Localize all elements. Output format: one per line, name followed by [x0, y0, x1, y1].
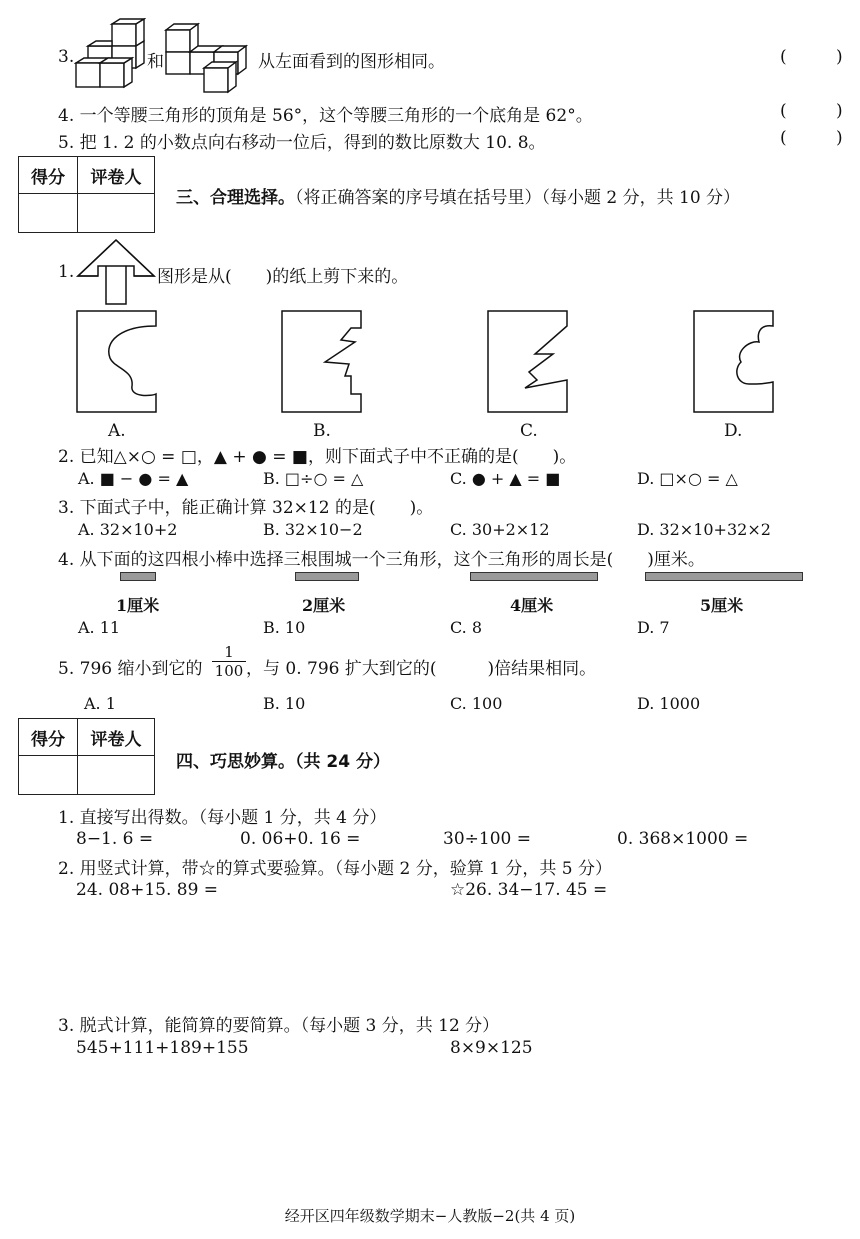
score-cell[interactable]: [19, 756, 78, 795]
s3-q3-option-b[interactable]: B. 32×10−2: [263, 520, 363, 539]
s3-q5-option-b[interactable]: B. 10: [263, 694, 306, 713]
s3-q2-option-a[interactable]: A. ■ − ● = ▲: [78, 469, 189, 488]
s3-q5-option-a[interactable]: A. 1: [84, 694, 116, 713]
judge-q3-answer[interactable]: [780, 47, 850, 67]
grader-cell[interactable]: [78, 756, 155, 795]
stick-label-5cm: 5厘米: [700, 596, 744, 615]
stick-label-2cm: 2厘米: [302, 596, 346, 615]
s4-q1-item-2: 0. 06+0. 16 =: [240, 829, 361, 849]
grader-header: 评卷人: [78, 157, 155, 194]
judge-q4-text: 4. 一个等腰三角形的顶角是 56°，这个等腰三角形的一个底角是 62°。: [58, 106, 593, 126]
judge-q3-text: 从左面看到的图形相同。: [258, 52, 445, 72]
cube-figure-1: [74, 18, 146, 96]
score-header: 得分: [19, 157, 78, 194]
score-table-section4: [18, 718, 155, 795]
page-footer: 经开区四年级数学期末−人教版−2(共 4 页): [284, 1207, 576, 1225]
score-table-section3: [18, 156, 155, 233]
s3-q5-option-c[interactable]: C. 100: [450, 694, 503, 713]
fraction-denominator: 100: [214, 662, 244, 680]
judge-q4-answer[interactable]: [780, 101, 850, 121]
judge-q5-text: 5. 把 1. 2 的小数点向右移动一位后，得到的数比原数大 10. 8。: [58, 133, 546, 153]
section4-title: [176, 747, 390, 772]
s4-q2-text: 2. 用竖式计算，带☆的算式要验算。（每小题 2 分，验算 1 分，共 5 分）: [58, 859, 612, 879]
paren-left: (: [780, 128, 787, 148]
paper-label-c: C.: [520, 421, 538, 441]
s4-q1-item-4: 0. 368×1000 =: [617, 829, 749, 849]
s4-q1-item-1: 8−1. 6 =: [76, 829, 154, 849]
stick-label-1cm: 1厘米: [116, 596, 160, 615]
s3-q2-text: 2. 已知△×○ = □，▲ + ● = ■，则下面式子中不正确的是( )。: [58, 447, 577, 467]
score-cell[interactable]: [19, 194, 78, 233]
section4-title-text: 四、巧思妙算。（共 24 分）: [176, 752, 390, 772]
section3-title: [176, 183, 740, 208]
stick-1cm: [120, 572, 156, 581]
stick-5cm: [645, 572, 803, 581]
judge-q5-answer[interactable]: [780, 128, 850, 148]
paper-label-d: D.: [724, 421, 743, 441]
cube-figure-2: [164, 18, 256, 96]
judge-q3-num: 3.: [58, 47, 75, 67]
s3-q3-option-d[interactable]: D. 32×10+32×2: [637, 520, 771, 539]
section3-title-rest: （将正确答案的序号填在括号里）（每小题 2 分，共 10 分）: [295, 188, 741, 208]
s3-q4-option-b[interactable]: B. 10: [263, 618, 306, 637]
stick-2cm: [295, 572, 359, 581]
s4-q1-item-3: 30÷100 =: [443, 829, 531, 849]
s3-q3-option-a[interactable]: A. 32×10+2: [78, 520, 178, 539]
paper-option-c[interactable]: [487, 310, 569, 414]
arrow-shape-figure: [74, 238, 158, 306]
paper-label-a: A.: [108, 421, 126, 441]
s3-q4-option-a[interactable]: A. 11: [78, 618, 121, 637]
stick-4cm: [470, 572, 598, 581]
s4-q2-item-2: ☆26. 34−17. 45 =: [450, 880, 608, 900]
s3-q5-text-after: ，与 0. 796 扩大到它的( )倍结果相同。: [246, 659, 597, 679]
s3-q2-option-c[interactable]: C. ● + ▲ = ■: [450, 469, 561, 488]
s3-q4-option-c[interactable]: C. 8: [450, 618, 483, 637]
s4-q3-text: 3. 脱式计算，能简算的要简算。（每小题 3 分，共 12 分）: [58, 1016, 500, 1036]
paper-option-b[interactable]: [281, 310, 363, 414]
s4-q1-text: 1. 直接写出得数。（每小题 1 分，共 4 分）: [58, 808, 387, 828]
s3-q4-text: 4. 从下面的这四根小棒中选择三根围城一个三角形，这个三角形的周长是( )厘米。: [58, 550, 705, 570]
s3-q3-option-c[interactable]: C. 30+2×12: [450, 520, 550, 539]
s3-q5-text-before: 5. 796 缩小到它的: [58, 659, 203, 679]
section3-title-bold: 三、合理选择。: [176, 188, 295, 208]
grader-header: 评卷人: [78, 719, 155, 756]
fraction-numerator: 1: [212, 643, 246, 662]
paren-left: (: [780, 101, 787, 121]
paper-option-d[interactable]: [693, 310, 775, 414]
s3-q1-num: 1.: [58, 262, 75, 282]
paper-label-b: B.: [313, 421, 331, 441]
s3-q2-option-d[interactable]: D. □×○ = △: [637, 469, 738, 488]
paper-option-a[interactable]: [76, 310, 158, 414]
s4-q2-item-1: 24. 08+15. 89 =: [76, 880, 219, 900]
paren-right: ): [836, 101, 843, 121]
s3-q4-option-d[interactable]: D. 7: [637, 618, 670, 637]
s3-q3-text: 3. 下面式子中，能正确计算 32×12 的是( )。: [58, 498, 434, 518]
grader-cell[interactable]: [78, 194, 155, 233]
s4-q3-item-1: 545+111+189+155: [76, 1038, 249, 1058]
s3-q2-option-b[interactable]: B. □÷○ = △: [263, 469, 364, 488]
s3-q5-option-d[interactable]: D. 1000: [637, 694, 701, 713]
paren-left: (: [780, 47, 787, 67]
fraction-one-hundredth: [212, 643, 246, 680]
judge-q3-connector: 和: [147, 52, 164, 72]
stick-label-4cm: 4厘米: [510, 596, 554, 615]
paren-right: ): [836, 128, 843, 148]
score-header: 得分: [19, 719, 78, 756]
s4-q3-item-2: 8×9×125: [450, 1038, 533, 1058]
s3-q1-text: 图形是从( )的纸上剪下来的。: [157, 267, 409, 287]
paren-right: ): [836, 47, 843, 67]
